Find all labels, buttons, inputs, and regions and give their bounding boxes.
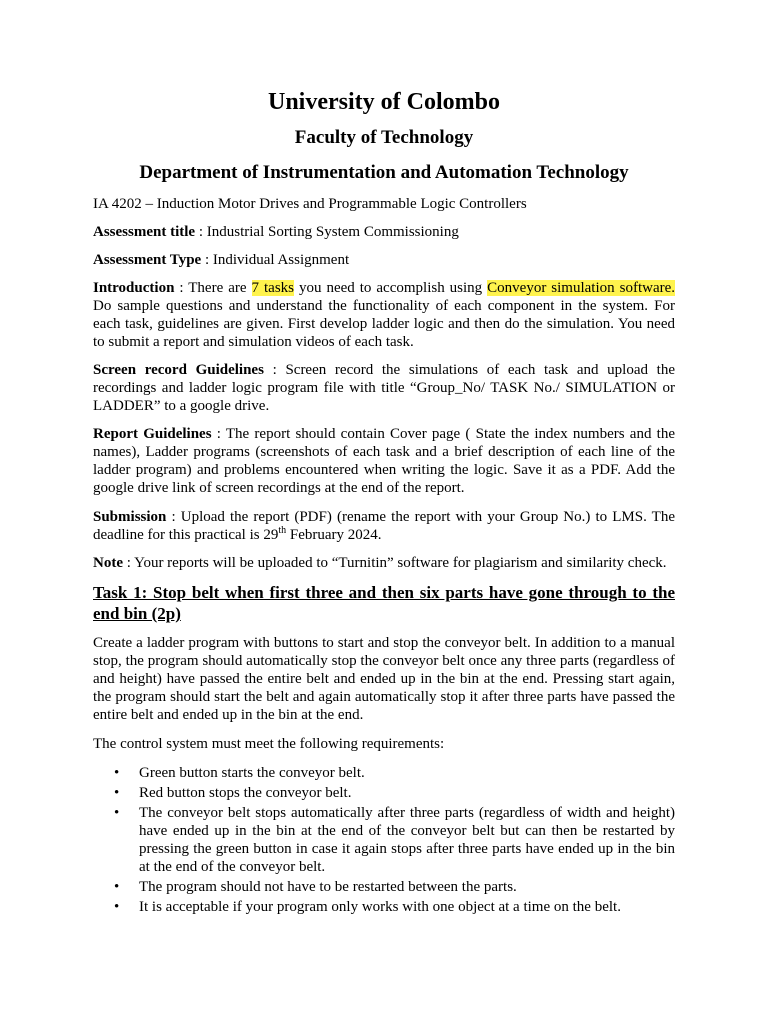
task1-description: Create a ladder program with buttons to start and stop the conveyor belt. In addition to a manual stop, the program should automatically stop the conveyor belt once any three parts (regardless of and height) have passed the entire belt and ended up in the bin at the end. Pressing start again, the program should start the belt and again automatically stop it after three parts have passed the entire belt and ended up in the bin at the end.	[93, 635, 675, 723]
list-item: • It is acceptable if your program only works with one object at a time on the belt.	[93, 898, 675, 916]
report-label: Report Guidelines	[93, 426, 212, 442]
list-item: • The conveyor belt stops automatically after three parts (regardless of width and height) have ended up in the bin at the end of the conveyor belt but can then be restarted by pressing the green button in case it again stops after three parts have ended up in the bin at the end of the conveyor belt.	[93, 804, 675, 876]
department-title: Department of Instrumentation and Automation Technology	[139, 162, 629, 183]
submission-date-suffix: th	[278, 525, 287, 536]
assessment-type-line	[93, 251, 675, 269]
assessment-title-line	[93, 223, 675, 241]
task1-requirements-intro: The control system must meet the following requirements:	[93, 736, 445, 752]
task1-requirements-list-container	[93, 764, 675, 918]
course-line: IA 4202 – Induction Motor Drives and Programmable Logic Controllers	[93, 196, 527, 212]
assessment-title-label: Assessment title	[93, 224, 196, 240]
note-label: Note	[93, 555, 123, 571]
introduction-label: Introduction	[93, 280, 175, 296]
university-title: University of Colombo	[268, 89, 500, 115]
introduction-text-3: Do sample questions and understand the functionality of each component in the system. For each task, guidelines are given. First develop ladder logic and then do the simulation. You need to submit a report and simulation videos of each task.	[93, 298, 675, 350]
report-paragraph	[93, 425, 675, 497]
screen-record-label: Screen record Guidelines	[93, 362, 264, 378]
assessment-type-value: Individual Assignment	[212, 252, 350, 268]
report-text: : The report should contain Cover page ( State the index numbers and the names), Ladder programs (screenshots of each task and a brief description of each line of the ladder program) and problems encountered when writing the logic. Save it as a PDF. Add the google drive link of screen recordings at the end of the report.	[93, 426, 675, 496]
submission-paragraph	[93, 508, 675, 544]
submission-label: Submission	[93, 509, 167, 525]
assessment-title-value: Industrial Sorting System Commissioning	[206, 224, 459, 240]
assessment-type-label: Assessment Type	[93, 252, 202, 268]
assessment-type-sep: :	[201, 252, 213, 268]
highlight-tasks: 7 tasks	[251, 280, 294, 296]
task1-requirements-list	[93, 764, 675, 916]
list-item: • The program should not have to be restarted between the parts.	[93, 878, 675, 896]
assessment-title-sep: :	[195, 224, 207, 240]
introduction-text-1: : There are	[174, 280, 252, 296]
introduction-paragraph	[93, 279, 675, 351]
screen-record-paragraph	[93, 361, 675, 415]
submission-text-end: February 2024.	[286, 527, 382, 543]
note-text: : Your reports will be uploaded to “Turnitin” software for plagiarism and similarity check.	[123, 555, 667, 571]
screen-record-text: : Screen record the simulations of each task and upload the recordings and ladder logic program file with title “Group_No/ TASK No./ SIMULATION or LADDER” to a google drive.	[93, 362, 675, 414]
faculty-title: Faculty of Technology	[294, 127, 474, 148]
submission-text: : Upload the report (PDF) (rename the report with your Group No.) to LMS. The deadline for this practical is 29	[93, 509, 675, 543]
highlight-software: Conveyor simulation software.	[487, 280, 676, 296]
note-paragraph	[93, 554, 675, 572]
task1-heading: Task 1: Stop belt when first three and then six parts have gone through to the end bin (2p)	[93, 583, 675, 623]
introduction-text-2: you need to accomplish using	[294, 280, 488, 296]
list-item: • Green button starts the conveyor belt.	[93, 764, 675, 782]
list-item: • Red button stops the conveyor belt.	[93, 784, 675, 802]
